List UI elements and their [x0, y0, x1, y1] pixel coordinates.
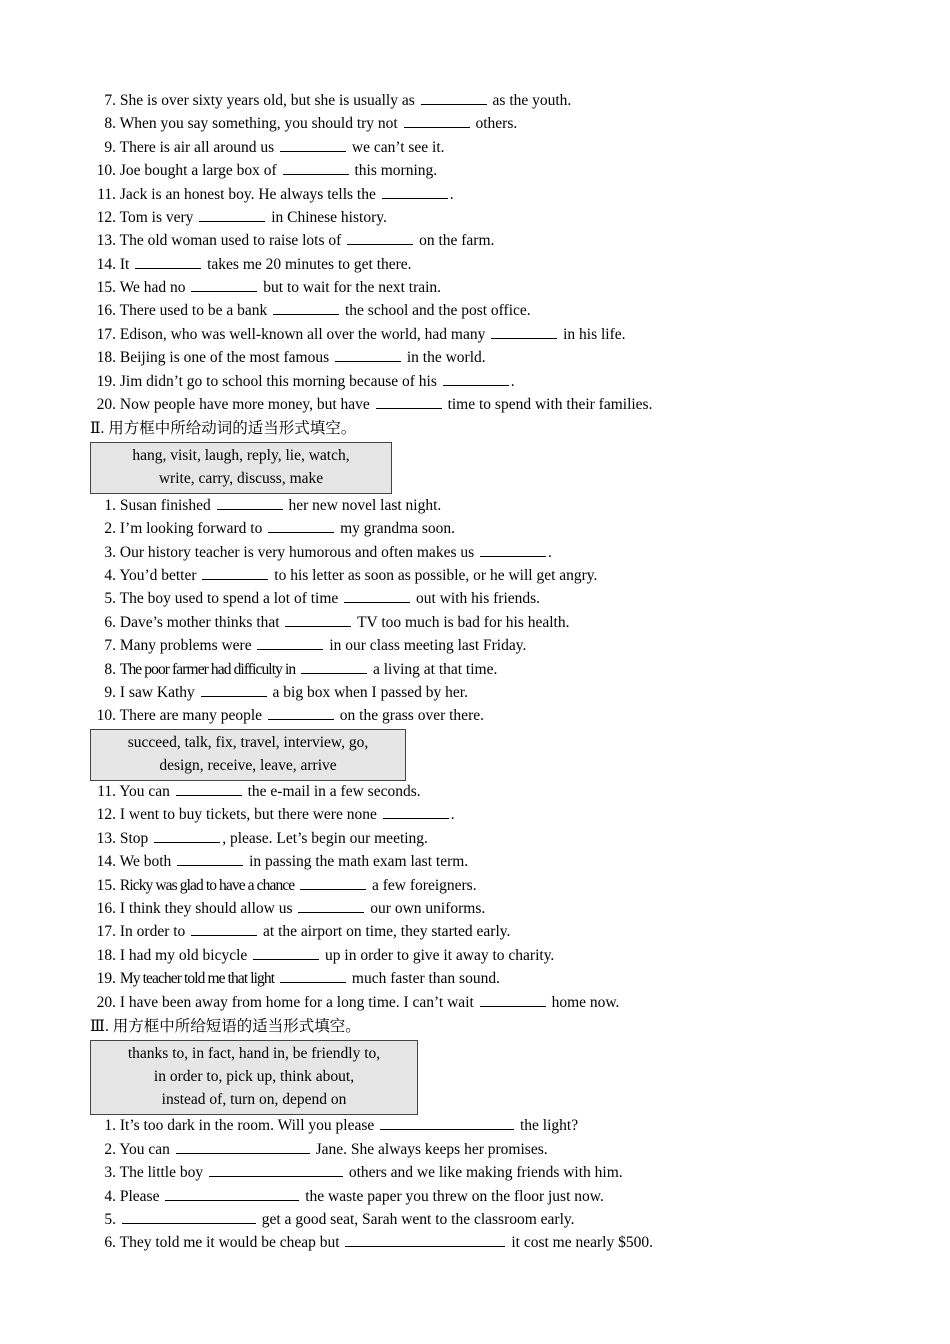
answer-blank[interactable]	[480, 991, 546, 1007]
list-item: 12. I went to buy tickets, but there were none .	[90, 803, 455, 826]
list-item: 15. We had no but to wait for the next train.	[90, 276, 441, 299]
answer-blank[interactable]	[300, 874, 366, 890]
list-item: 2. You can Jane. She always keeps her promises.	[90, 1138, 548, 1161]
list-item: 4. Please the waste paper you threw on the floor just now.	[90, 1185, 604, 1208]
list-item: 8. The poor farmer had difficulty in a living at that time.	[90, 658, 497, 681]
section-3-heading: Ⅲ. 用方框中所给短语的适当形式填空。	[90, 1018, 361, 1035]
list-item: 13. The old woman used to raise lots of on the farm.	[90, 229, 494, 252]
answer-blank[interactable]	[253, 944, 319, 960]
list-item: 11. Jack is an honest boy. He always tells the .	[90, 183, 454, 206]
list-item: 16. I think they should allow us our own uniforms.	[90, 897, 485, 920]
list-item: 10. There are many people on the grass over there.	[90, 704, 484, 727]
answer-blank[interactable]	[273, 299, 339, 315]
answer-blank[interactable]	[376, 393, 442, 409]
answer-blank[interactable]	[176, 1138, 310, 1154]
answer-blank[interactable]	[268, 704, 334, 720]
answer-blank[interactable]	[268, 517, 334, 533]
list-item: 8. When you say something, you should try not others.	[90, 112, 517, 135]
list-item: 9. I saw Kathy a big box when I passed by her.	[90, 681, 468, 704]
list-item: 19. My teacher told me that light much faster than sound.	[90, 967, 500, 990]
list-item: 17. Edison, who was well-known all over the world, had many in his life.	[90, 323, 626, 346]
answer-blank[interactable]	[335, 346, 401, 362]
answer-blank[interactable]	[280, 967, 346, 983]
word-box-1: hang, visit, laugh, reply, lie, watch, write, carry, discuss, make	[90, 442, 392, 494]
list-item: 15. Ricky was glad to have a chance a few foreigners.	[90, 874, 477, 897]
phrase-box: thanks to, in fact, hand in, be friendly to, in order to, pick up, think about, instead of, turn on, depend on	[90, 1040, 418, 1115]
answer-blank[interactable]	[177, 850, 243, 866]
answer-blank[interactable]	[301, 658, 367, 674]
list-item: 20. I have been away from home for a long time. I can’t wait home now.	[90, 991, 619, 1014]
answer-blank[interactable]	[382, 183, 448, 199]
list-item: 9. There is air all around us we can’t see it.	[90, 136, 445, 159]
list-item: 3. Our history teacher is very humorous and often makes us .	[90, 541, 552, 564]
answer-blank[interactable]	[283, 159, 349, 175]
list-item: 2. I’m looking forward to my grandma soon.	[90, 517, 455, 540]
answer-blank[interactable]	[345, 1231, 505, 1247]
list-item: 6. Dave’s mother thinks that TV too much is bad for his health.	[90, 611, 569, 634]
answer-blank[interactable]	[191, 276, 257, 292]
answer-blank[interactable]	[176, 780, 242, 796]
answer-blank[interactable]	[217, 494, 283, 510]
list-item: 13. Stop , please. Let’s begin our meeting.	[90, 827, 428, 850]
answer-blank[interactable]	[491, 323, 557, 339]
answer-blank[interactable]	[443, 370, 509, 386]
list-item: 10. Joe bought a large box of this morning.	[90, 159, 437, 182]
list-item: 18. Beijing is one of the most famous in the world.	[90, 346, 486, 369]
list-item: 14. It takes me 20 minutes to get there.	[90, 253, 412, 276]
list-item: 5. get a good seat, Sarah went to the classroom early.	[90, 1208, 575, 1231]
list-item: 6. They told me it would be cheap but it cost me nearly $500.	[90, 1231, 653, 1254]
list-item: 11. You can the e-mail in a few seconds.	[90, 780, 421, 803]
answer-blank[interactable]	[298, 897, 364, 913]
word-box-2: succeed, talk, fix, travel, interview, go, design, receive, leave, arrive	[90, 729, 406, 781]
list-item: 18. I had my old bicycle up in order to give it away to charity.	[90, 944, 554, 967]
answer-blank[interactable]	[257, 634, 323, 650]
section-2-heading: Ⅱ. 用方框中所给动词的适当形式填空。	[90, 420, 357, 437]
list-item: 1. Susan finished her new novel last night.	[90, 494, 441, 517]
list-item: 1. It’s too dark in the room. Will you please the light?	[90, 1114, 578, 1137]
answer-blank[interactable]	[202, 564, 268, 580]
answer-blank[interactable]	[285, 611, 351, 627]
answer-blank[interactable]	[199, 206, 265, 222]
list-item: 5. The boy used to spend a lot of time out with his friends.	[90, 587, 540, 610]
list-item: 17. In order to at the airport on time, they started early.	[90, 920, 510, 943]
answer-blank[interactable]	[165, 1185, 299, 1201]
answer-blank[interactable]	[135, 253, 201, 269]
list-item: 20. Now people have more money, but have time to spend with their families.	[90, 393, 652, 416]
list-item: 7. She is over sixty years old, but she is usually as as the youth.	[90, 89, 571, 112]
list-item: 19. Jim didn’t go to school this morning because of his .	[90, 370, 515, 393]
answer-blank[interactable]	[122, 1208, 256, 1224]
answer-blank[interactable]	[380, 1114, 514, 1130]
answer-blank[interactable]	[201, 681, 267, 697]
answer-blank[interactable]	[480, 541, 546, 557]
answer-blank[interactable]	[421, 89, 487, 105]
list-item: 3. The little boy others and we like making friends with him.	[90, 1161, 623, 1184]
answer-blank[interactable]	[347, 229, 413, 245]
answer-blank[interactable]	[383, 803, 449, 819]
list-item: 12. Tom is very in Chinese history.	[90, 206, 387, 229]
list-item: 7. Many problems were in our class meeting last Friday.	[90, 634, 526, 657]
answer-blank[interactable]	[154, 827, 220, 843]
list-item: 16. There used to be a bank the school and the post office.	[90, 299, 531, 322]
answer-blank[interactable]	[191, 920, 257, 936]
list-item: 4. You’d better to his letter as soon as possible, or he will get angry.	[90, 564, 597, 587]
answer-blank[interactable]	[404, 112, 470, 128]
answer-blank[interactable]	[280, 136, 346, 152]
answer-blank[interactable]	[209, 1161, 343, 1177]
list-item: 14. We both in passing the math exam last term.	[90, 850, 468, 873]
answer-blank[interactable]	[344, 587, 410, 603]
